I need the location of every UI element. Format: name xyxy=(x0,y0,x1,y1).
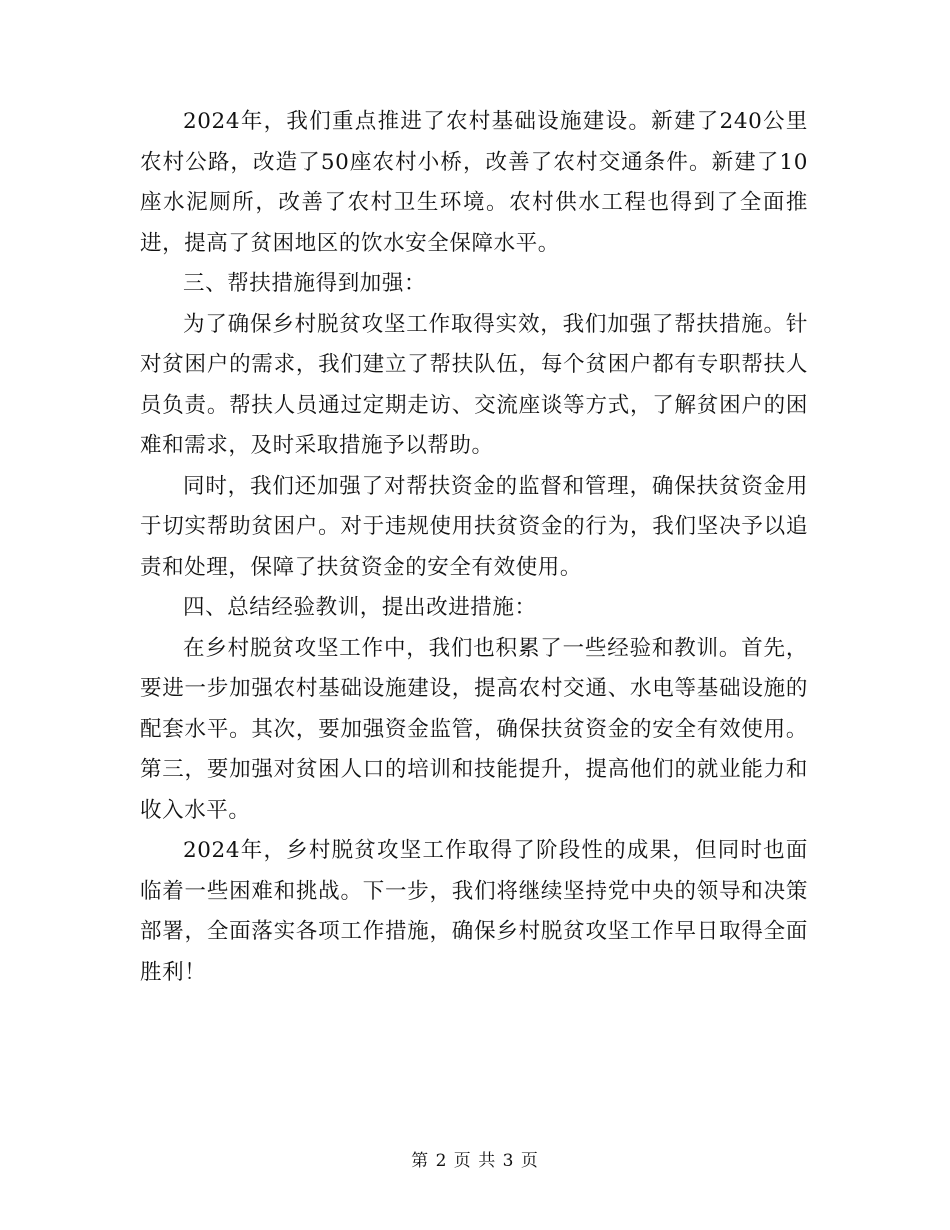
paragraph-fund-supervision: 同时，我们还加强了对帮扶资金的监督和管理，确保扶贫资金用于切实帮助贫困户。对于违规使用扶贫资金的行为，我们坚决予以追责和处理，保障了扶贫资金的安全有效使用。 xyxy=(140,473,808,580)
section-heading-assistance: 三、帮扶措施得到加强： xyxy=(183,271,427,296)
paragraph-assistance-measures: 为了确保乡村脱贫攻坚工作取得实效，我们加强了帮扶措施。针对贫困户的需求，我们建立了帮扶队伍，每个贫困户都有专职帮扶人员负责。帮扶人员通过定期走访、交流座谈等方式，了解贫困户的困难和需求，及时采取措施予以帮助。 xyxy=(140,311,808,458)
page-number-footer: 第 2 页 共 3 页 xyxy=(411,1151,539,1171)
paragraph-lessons: 在乡村脱贫攻坚工作中，我们也积累了一些经验和教训。首先，要进一步加强农村基础设施建设，提高农村交通、水电等基础设施的配套水平。其次，要加强资金监管，确保扶贫资金的安全有效使用。第三，要加强对贫困人口的培训和技能提升，提高他们的就业能力和收入水平。 xyxy=(140,635,808,823)
paragraph-conclusion: 2024年，乡村脱贫攻坚工作取得了阶段性的成果，但同时也面临着一些困难和挑战。下一步，我们将继续坚持党中央的领导和决策部署，全面落实各项工作措施，确保乡村脱贫攻坚工作早日取得全面胜利！ xyxy=(140,838,808,985)
document-body xyxy=(140,102,808,993)
section-heading-lessons: 四、总结经验教训，提出改进措施： xyxy=(183,595,537,620)
paragraph-infrastructure: 2024年，我们重点推进了农村基础设施建设。新建了240公里农村公路，改造了50座农村小桥，改善了农村交通条件。新建了10座水泥厕所，改善了农村卫生环境。农村供水工程也得到了全面推进，提高了贫困地区的饮水安全保障水平。 xyxy=(140,109,808,256)
